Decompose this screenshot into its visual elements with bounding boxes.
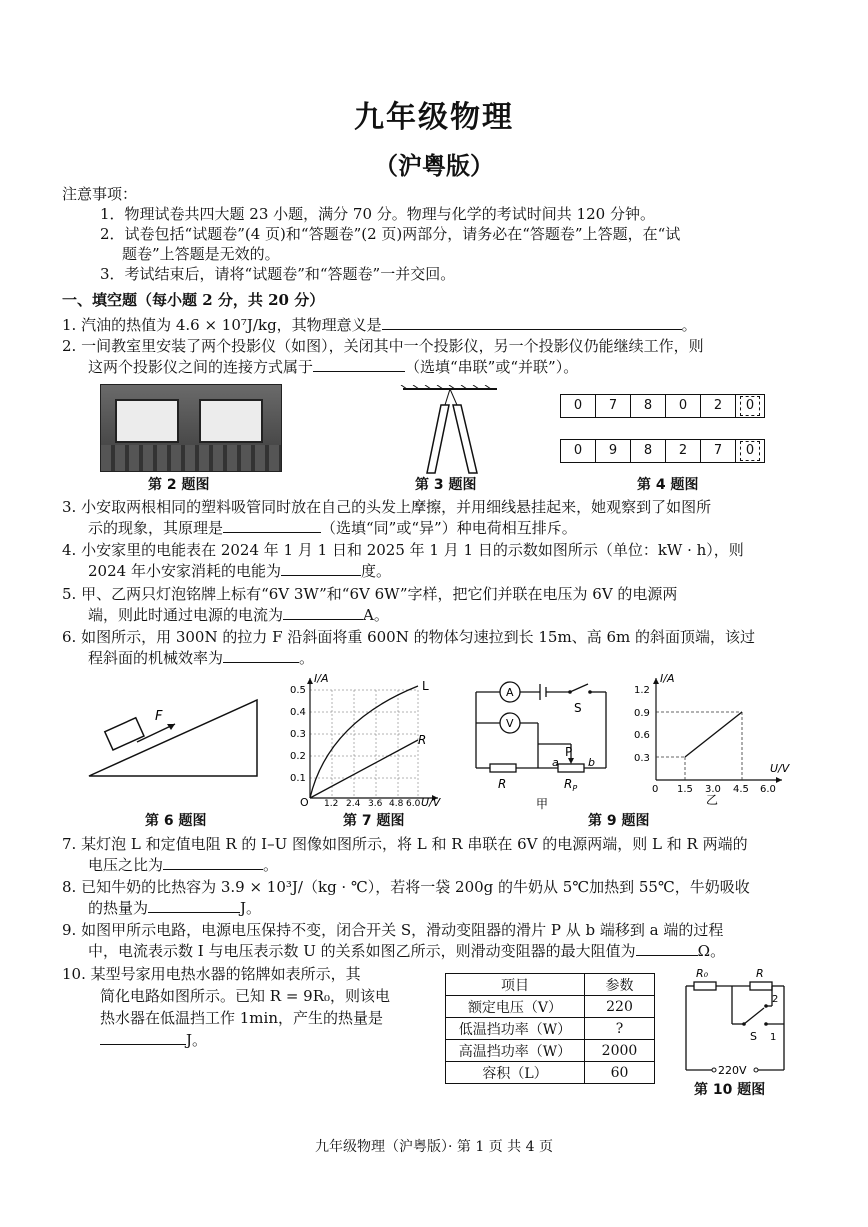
fig7-xtick: 3.6 (368, 799, 383, 807)
question-5-line2 (88, 605, 389, 625)
question-8-line2 (88, 898, 261, 918)
question-2-hint: （选填“串联”或“并联”）。 (405, 358, 579, 376)
question-9-text: 中，电流表示数 I 与电压表示数 U 的关系如图乙所示，则滑动变阻器的最大阻值为 (88, 942, 636, 960)
table-header-cell: 项目 (446, 974, 585, 996)
question-6-line2 (88, 648, 314, 668)
projector-screen-right (199, 399, 263, 443)
force-label: F (155, 709, 163, 724)
section-heading: 一、填空题（每小题 2 分，共 20 分） (62, 291, 325, 309)
question-2-text: 这两个投影仪之间的连接方式属于 (88, 358, 314, 376)
answer-blank-9[interactable] (636, 941, 698, 956)
fig10-switch-label: S (750, 1030, 757, 1043)
meter-reading-2025 (560, 439, 765, 463)
table-header-row (446, 974, 655, 996)
question-6-line1: 6. 如图所示，用 300N 的拉力 F 沿斜面将重 600N 的物体匀速拉到长 15m、高 6m 的斜面顶端，该过 (62, 628, 755, 646)
end-b-label: b (588, 756, 595, 769)
fig10-switch-pos2: 2 (772, 994, 779, 1005)
answer-blank-6[interactable] (223, 648, 299, 663)
note-item-2: 2．试卷包括“试题卷”(4 页)和“答题卷”(2 页)两部分，请务必在“答题卷”上答题，在“试 (100, 225, 681, 243)
fig10-switch-pos1: 1 (770, 1032, 777, 1043)
table-row (446, 1040, 655, 1062)
fig7-line-R-label: R (418, 733, 427, 747)
fig9b-ytick: 0.6 (634, 730, 650, 741)
meter2-digit: 9 (596, 440, 631, 462)
fig7-ytick: 0.3 (290, 729, 306, 740)
meter1-digit: 0 (561, 395, 596, 417)
switch-label: S (574, 701, 582, 715)
slider-label: P (565, 745, 573, 759)
question-4-line1: 4. 小安家里的电能表在 2024 年 1 月 1 日和 2025 年 1 月 1 日的示数如图所示（单位：kW · h），则 (62, 541, 744, 559)
heater-spec-table (445, 973, 655, 1084)
answer-blank-8[interactable] (148, 898, 240, 913)
question-6-text: 程斜面的机械效率为 (88, 649, 224, 667)
ammeter-label: A (506, 686, 514, 699)
fig2-caption: 第 2 题图 (148, 477, 210, 493)
question-1-text: 1. 汽油的热值为 4.6 × 10⁷J/kg，其物理意义是 (62, 316, 382, 334)
table-row (446, 1018, 655, 1040)
projector-screen-left (115, 399, 179, 443)
question-2-line2 (88, 357, 578, 377)
fig10-voltage-label: 220V (718, 1064, 747, 1077)
fig7-xtick: 4.8 (389, 799, 404, 807)
table-cell: 60 (585, 1062, 655, 1084)
meter1-digit: 7 (596, 395, 631, 417)
table-row (446, 1062, 655, 1084)
table-cell: 2000 (585, 1040, 655, 1062)
table-cell: 220 (585, 996, 655, 1018)
meter1-digit: 0 (666, 395, 701, 417)
rheostat-label: $R_P$ (564, 777, 578, 793)
page-subtitle: （沪粤版） (374, 151, 494, 180)
fig9b-xtick: 0 (652, 784, 659, 795)
note-item-1: 1．物理试卷共四大题 23 小题，满分 70 分。物理与化学的考试时间共 120 分钟。 (100, 205, 655, 223)
question-2-line1: 2. 一间教室里安装了两个投影仪（如图），关闭其中一个投影仪，另一个投影仪仍能继续工作，则 (62, 337, 704, 355)
question-4-line2 (88, 561, 391, 581)
fig9b-ytick: 0.3 (634, 753, 650, 764)
note-item-3: 3．考试结束后，请将“试题卷”和“答题卷”一并交回。 (100, 265, 456, 283)
question-4-text: 2024 年小安家消耗的电能为 (88, 562, 281, 580)
meter2-decimal-digit: 0 (740, 441, 760, 461)
fig9b-ytick: 1.2 (634, 685, 650, 696)
fig4-caption: 第 4 题图 (637, 477, 699, 493)
fig9b-xtick: 1.5 (677, 784, 693, 795)
block (105, 718, 144, 750)
answer-blank-4[interactable] (281, 561, 361, 576)
answer-blank-5[interactable] (283, 605, 363, 620)
fig9-caption: 第 9 题图 (588, 813, 650, 829)
fig7-iu-graph (288, 672, 448, 807)
line-R (310, 740, 418, 798)
fig7-xtick: 2.4 (346, 799, 361, 807)
fig10-r0-label: R₀ (696, 967, 709, 980)
notes-heading: 注意事项： (62, 185, 138, 203)
fig9a-label: 甲 (536, 797, 549, 811)
end-a-label: a (552, 756, 559, 769)
table-header-cell: 参数 (585, 974, 655, 996)
fig9b-xtick: 4.5 (733, 784, 749, 795)
fig7-origin: O (300, 796, 309, 807)
meter1-decimal-digit: 0 (740, 396, 760, 416)
fig9a-circuit (470, 680, 620, 815)
fig7-ytick: 0.1 (290, 773, 306, 784)
fig7-ytick: 0.4 (290, 707, 306, 718)
fig7-xlabel: U/V (421, 796, 441, 807)
question-7-end: 。 (263, 856, 279, 874)
question-1-end: 。 (681, 316, 697, 334)
fig7-xtick: 1.2 (324, 799, 339, 807)
meter-reading-2024 (560, 394, 765, 418)
table-cell: 高温挡功率（W） (446, 1040, 585, 1062)
page-title: 九年级物理 (354, 100, 514, 135)
question-7-line1: 7. 某灯泡 L 和定值电阻 R 的 I–U 图像如图所示，将 L 和 R 串联在 6V 的电源两端，则 L 和 R 两端的 (62, 835, 748, 853)
question-10-line3: 热水器在低温挡工作 1min，产生的热量是 (100, 1009, 383, 1027)
table-row (446, 996, 655, 1018)
fig7-ylabel: I/A (314, 672, 329, 685)
fig9b-line (685, 712, 742, 757)
answer-blank-2[interactable] (313, 357, 405, 372)
question-5-text: 端，则此时通过电源的电流为 (88, 606, 284, 624)
table-cell: 额定电压（V） (446, 996, 585, 1018)
meter2-digit: 0 (561, 440, 596, 462)
fig2-classroom-photo (100, 384, 282, 472)
fig6-caption: 第 6 题图 (145, 813, 207, 829)
question-9-unit: Ω。 (697, 942, 726, 960)
fig9b-label: 乙 (706, 793, 719, 807)
meter1-digit: 8 (631, 395, 666, 417)
question-9-line2 (88, 941, 725, 961)
meter2-digit: 7 (701, 440, 736, 462)
fig7-xtick: 6.0 (406, 799, 421, 807)
resistor-label: R (498, 777, 507, 791)
fig9b-xtick: 6.0 (760, 784, 776, 795)
answer-blank-7[interactable] (163, 855, 263, 870)
fig9b-xtick: 3.0 (705, 784, 721, 795)
fig9b-xlabel: U/V (770, 762, 790, 775)
question-8-line1: 8. 已知牛奶的比热容为 3.9 × 10³J/（kg · ℃），若将一袋 200g 的牛奶从 5℃加热到 55℃，牛奶吸收 (62, 878, 750, 896)
voltmeter-label: V (506, 717, 514, 730)
question-3-line1: 3. 小安取两根相同的塑料吸管同时放在自己的头发上摩擦，并用细线悬挂起来，她观察到了如图所 (62, 498, 712, 516)
question-3-text: 示的现象，其原理是 (88, 519, 224, 537)
question-8-text: 的热量为 (88, 899, 149, 917)
fig10-caption: 第 10 题图 (694, 1082, 766, 1098)
question-10-line1: 10. 某型号家用电热水器的铭牌如表所示，其 (62, 965, 361, 983)
straw-right (453, 405, 477, 473)
answer-blank-1[interactable] (382, 315, 682, 330)
question-3-line2 (88, 518, 577, 538)
curve-L (310, 686, 418, 798)
question-10-line4 (100, 1030, 207, 1050)
question-8-unit: J。 (240, 899, 262, 917)
question-6-end: 。 (299, 649, 315, 667)
question-10-unit: J。 (186, 1031, 208, 1049)
table-cell: 低温挡功率（W） (446, 1018, 585, 1040)
answer-blank-3[interactable] (223, 518, 321, 533)
question-5-line1: 5. 甲、乙两只灯泡铭牌上标有“6V 3W”和“6V 6W”字样，把它们并联在电压为 6V 的电源两 (62, 585, 678, 603)
page-footer: 九年级物理（沪粤版）· 第 1 页 共 4 页 (315, 1139, 553, 1155)
note-item-2-cont: 题卷”上答题是无效的。 (122, 245, 280, 263)
fig7-ytick: 0.2 (290, 751, 306, 762)
question-7-line2 (88, 855, 278, 875)
question-3-hint: （选填“同”或“异”）种电荷相互排斥。 (321, 519, 577, 537)
table-cell: ? (585, 1018, 655, 1040)
fig7-curve-L-label: L (422, 679, 429, 693)
fig9b-iu-graph (632, 672, 792, 807)
question-4-unit: 度。 (360, 562, 391, 580)
meter1-digit: 2 (701, 395, 736, 417)
question-7-text: 电压之比为 (88, 856, 164, 874)
meter2-digit: 8 (631, 440, 666, 462)
answer-blank-10[interactable] (100, 1030, 186, 1045)
fig10-r-label: R (756, 967, 764, 980)
meter2-digit: 2 (666, 440, 701, 462)
fig6-incline (85, 690, 265, 780)
fig3-caption: 第 3 题图 (415, 477, 477, 493)
fig7-caption: 第 7 题图 (343, 813, 405, 829)
question-9-line1: 9. 如图甲所示电路，电源电压保持不变，闭合开关 S，滑动变阻器的滑片 P 从 b 端移到 a 端的过程 (62, 921, 724, 939)
table-cell: 容积（L） (446, 1062, 585, 1084)
fig7-grid (310, 690, 418, 798)
fig9b-ytick: 0.9 (634, 708, 650, 719)
fig10-circuit (680, 966, 800, 1078)
fig7-ytick: 0.5 (290, 685, 306, 696)
question-1 (62, 315, 697, 335)
fig9b-ylabel: I/A (660, 672, 675, 685)
question-10-line2: 简化电路如图所示。已知 R = 9R₀，则该电 (100, 987, 391, 1005)
straw-left (427, 405, 449, 473)
classroom-desks (101, 445, 281, 471)
question-5-unit: A。 (363, 606, 389, 624)
fig3-straws (395, 385, 505, 475)
